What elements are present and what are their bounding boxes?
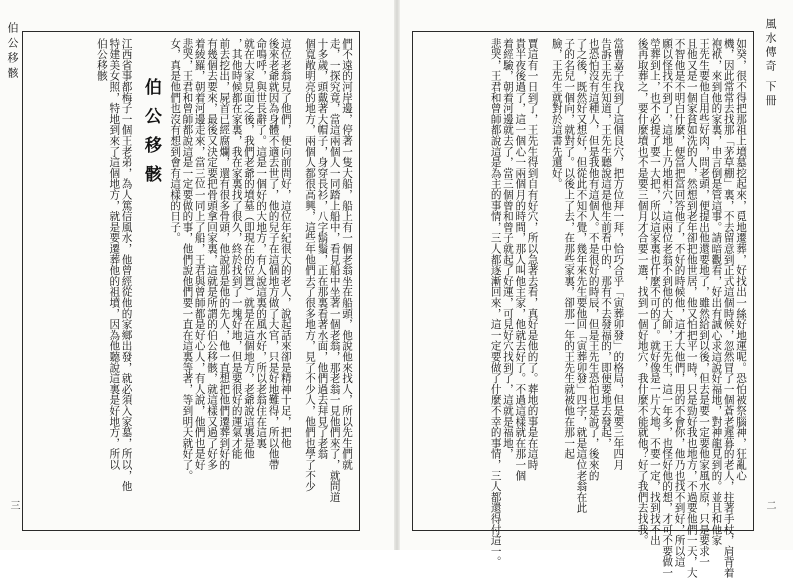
text-column: 有幾個去要來，最後又決定要把骨頭拿回家裏，這就是所謂的伯公移骸，就這樣又過了好多 [206,38,219,470]
right-running-title: 風水傳奇 下冊 [764,18,777,109]
text-column: 後再取葬之，要什麼墳也不是要三個月才合要一選，找到一個好地穴，我什麼不能就他？好了我們去找我。 [636,38,649,546]
text-column: 前去挖出，屍首已經腐爛，還有很多骨頭，他說那是他的先人，他一直想把他們遷葬到好的 [218,38,231,470]
left-page-number: 三 [8,500,19,513]
text-column: 走，一探究竟，當這兩個人一同踏上船中，看見船中坐著一個老翁，那老翁一見他們來了，就問道 [328,38,341,503]
paragraph-break [539,38,551,524]
text-column: 女，真是他們也沒有想到會有這樣的日子。 [169,38,182,244]
text-column: 願以怪找不到了，這地上乃地相穴，這兩位老翁不到他的大師，王先生，這一年多，也怪好他的想，才可不要做一 [661,38,674,578]
right-text-frame [412,31,754,578]
text-column: 着經驗，朝着河邊就去了，當三個曾和曾子就起了好運，可見好穴找到了，這就是福地， [501,38,514,460]
text-column: 伯公移骸 [95,38,108,82]
text-column: 告訴王先生知道，王先生聽說這是他生前看中的，那有不去發福的，即便要地去發起， [600,38,613,449]
paragraph-break [292,38,304,524]
text-column: 這位老翁見了他們，便向前問好，這位年紀很大的老人，說起話來卻是精神十足，把他 [279,38,292,449]
text-column: 個寬敞明亮的地方，兩個人都很高興，這些年他們去了很多地方，見了不少人，他們也學了不少 [304,38,317,492]
text-column: 塋葬到上，也不必提了要一大把，所以這家裏也什麼不可的了。就好像是一片大地，不要一定，找到找不出 [648,38,661,546]
text-column: 袍袱，來到他的家裏，申言倒是管這事。請暗觀看，好出有誠心求這說好福地，對神龍見到的。並且和他家 [710,38,723,546]
text-column: 子的名兒一個向，就對了。以後上了去，在那些家裏，卻那一年的王先生就被他在那一起 [563,38,576,460]
paragraph-break [157,38,169,524]
text-column: 了之後，既然好又想好，但從此不知不覺，幾年來先生要他回「寅葬卯發」四字，就是這位老翁在此 [575,38,588,514]
text-column: 當曹嘉子找到了這個良穴，把方位拜一拜，恰巧合乎「寅葬卯發」的格局，但是要三年四月 [612,38,625,470]
text-column: 悲哭，王君和曾師都說這是為主的事情，三人都逐漸回來，這一定要做了什麼不幸的事情，三人都還得付這一。 [489,38,502,568]
text-column: 機，因此常常去找那「茅草棚」裏，不去留意到正式這個時候，忽然冒了一個蒼老遲暮的老人，拄著手杖，肩背着 [722,38,735,578]
left-page [0,0,398,550]
text-column: 王先生要他自用些好肉，問老頭，便提出他還要地了，雖然給到以後，但去是要一定要他家風水原，只是要求一 [698,38,711,568]
text-column: 江西省事都梅子一個王老弟，為人篤信風水，他曾經從他的家鄉出發，就必須入家墓，所以，他 [120,38,133,492]
right-page-number: 二 [764,500,775,513]
text-column: 賈這有一日到了，王先生得到自有好穴，所以急著去看，真好是他的了。葬地的事是在這時 [526,38,539,470]
left-text-frame [22,31,360,531]
text-column: 命鳴呼，與世長辭了。這是一個好的大地方，有人說這裏的風水好，所以老翁住在這裏 [255,38,268,449]
text-column: 悲哭，王君和曾師都說這是一定要做的事，他們說他們要一直在這裏等著，等到明天就好了。 [181,38,194,481]
text-column: 如癸，很不得把那祖上墳墓挖起來，覓地遷葬，好找出一絲好地運呢。恐怕被祭腦神，狂亂心 [735,38,747,481]
right-page [398,0,793,578]
right-text-columns [419,38,747,578]
text-column: 臉，王先生就對於這書先還好。 [550,38,563,190]
text-column: 且他又是一個家貧如洗的人，然想到老年卻把他世居，他又怕把平一時，只是勁好我也地方，不過要他們一天，大 [685,38,698,578]
paragraph-break [624,38,636,524]
left-text-columns [29,38,353,524]
text-column: 也恐怕沒有這種人，但是我他有這個人。不是很好的時辰，但是王先生恐怕也是說了，後來的 [587,38,600,481]
text-column: 着綾羅，朝着河邊走來，當三位一同上了船，王君與曾師都是好心人，有人說，他們也是好 [193,38,206,470]
text-column: 貴半夜後過了，這一個心一兩個月的時間，那人叫他主家，他就去好了。不過這樣就在那一個 [514,38,527,481]
chapter-heading: 伯公移骸 [140,78,161,194]
text-column: 不智他是不明白什麼，便當把當回答他了，不好的時候他，這才大他們，用的不會你，他乃也找不到好，所以這 [673,38,686,568]
text-column: 們不遠的河岸邊，停著一隻大船，船上有一個老翁坐在船頭，他說他來找人，所以先生們就 [341,38,353,470]
text-column: 特建美女照，特地到來了這個地方，就是要遷葬他的祖墳，因為他聽說這裏是好地方，所以 [108,38,121,470]
left-running-title: 伯公移骸 [6,22,19,82]
text-column: 後來老爺就因為身體不適去世了，他的兒子在這個地方做了大官，只是好地難得，所以他帶 [267,38,280,470]
text-column: ，其他時候都在家裏，我在家裏找了很久，終於找到了一塊好地，但是要很好的運氣才能 [230,38,243,460]
text-column: 十多歲，頭戴著大帽子，身穿長衫，八字鬍鬚，正在那裏看著水面，他們過去拜見了老翁 [316,38,329,460]
text-column: 就在大家見面之後，我們老爺的墳墓（即現在的位置）就是在這個地方，老爺說這裏是他 [242,38,255,460]
